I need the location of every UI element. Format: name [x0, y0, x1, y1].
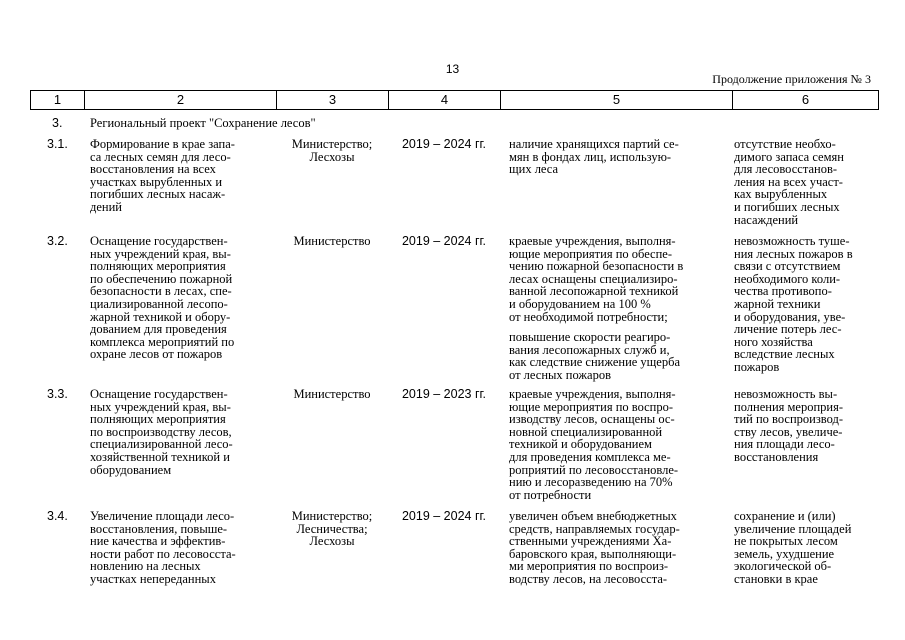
header-col-4: 4 — [389, 91, 501, 110]
consequence: невозможность туше- ния лесных пожаров в связи с отсутствием необходимого коли- чества противопо- жарной техники и оборудования, уве- личение потерь лес- ного хозяйства вследствие лесных пожаров — [734, 234, 853, 374]
executor: Министерство; Лесхозы — [291, 137, 373, 164]
measure-name: Формирование в крае запа- са лесных семян для лесо- восстановления на всех участках вырубленных и погибших лесных насаж- дений — [90, 137, 235, 214]
row-number: 3.1. — [47, 137, 68, 151]
consequence: сохранение и (или) увеличение площадей не покрытых лесом земель, ухудшение экологической об- становки в крае — [734, 509, 852, 586]
header-col-1: 1 — [31, 91, 85, 110]
expected-result: краевые учреждения, выполня- ющие мероприятия по воспро- изводству лесов, оснащены ос- новной специализированной техникой и оборудованием для проведения комплекса ме- роприятий по лесовосстановле- нию и лесоразведению на 70% от потребности — [509, 387, 679, 502]
row-number: 3.3. — [47, 387, 68, 401]
period: 2019 – 2023 гг. — [401, 387, 487, 401]
expected-result: увеличен объем внебюджетных средств, направляемых государ- ственными учреждениями Ха- баровского края, выполняющи- ми мероприятия по воспроиз- водству лесов, на лесовосста- — [509, 509, 680, 586]
expected-result-2: повышение скорости реагиро- вания лесопожарных служб и, как следствие снижение ущерба от лесных пожаров — [509, 330, 681, 382]
header-col-6: 6 — [733, 91, 879, 110]
measure-name: Увеличение площади лесо- восстановления, повыше- ние качества и эффектив- ности работ по лесовосста- новлению на лесных участках непереданных — [90, 509, 236, 586]
period: 2019 – 2024 гг. — [401, 234, 487, 248]
period: 2019 – 2024 гг. — [401, 509, 487, 523]
expected-result: наличие хранящихся партий се- мян в фондах лиц, использую- щих леса — [509, 137, 679, 177]
row-number: 3.4. — [47, 509, 68, 523]
header-col-5: 5 — [501, 91, 733, 110]
section-number: 3. — [52, 116, 63, 130]
period: 2019 – 2024 гг. — [401, 137, 487, 151]
continuation-note: Продолжение приложения № 3 — [712, 72, 871, 86]
executor: Министерство — [293, 387, 371, 401]
measure-name: Оснащение государствен- ных учреждений края, вы- полняющих мероприятия по обеспечению пожарной безопасности в лесах, спе- циализированной лесопо- жарной техникой и обору- дованием для проведения комплекса мероприятий по охране лесов от пожаров — [90, 234, 235, 362]
row-number: 3.2. — [47, 234, 68, 248]
executor: Министерство; Лесничества; Лесхозы — [291, 509, 373, 549]
section-title: Региональный проект "Сохранение лесов" — [90, 116, 316, 130]
consequence: отсутствие необхо- димого запаса семян для лесовосстанов- ления на всех участ- ках вырубленных и погибших лесных насаждений — [734, 137, 844, 227]
measure-name: Оснащение государствен- ных учреждений края, вы- полняющих мероприятия по воспроизводству лесов, специализированной лесо- хозяйственной техникой и оборудованием — [90, 387, 233, 477]
consequence: невозможность вы- полнения мероприя- тий по воспроизвод- ству лесов, увеличе- ния площади лесо- восстановления — [734, 387, 844, 464]
executor: Министерство — [293, 234, 371, 248]
header-col-3: 3 — [277, 91, 389, 110]
expected-result: краевые учреждения, выполня- ющие мероприятия по обеспе- чению пожарной безопасности в лесах оснащены специализиро- ванной лесопожарной техникой и оборудованием на 100 % от необходимой потребности; — [509, 234, 684, 324]
column-number-header — [30, 90, 879, 110]
page-number: 13 — [445, 62, 460, 76]
header-col-2: 2 — [85, 91, 277, 110]
